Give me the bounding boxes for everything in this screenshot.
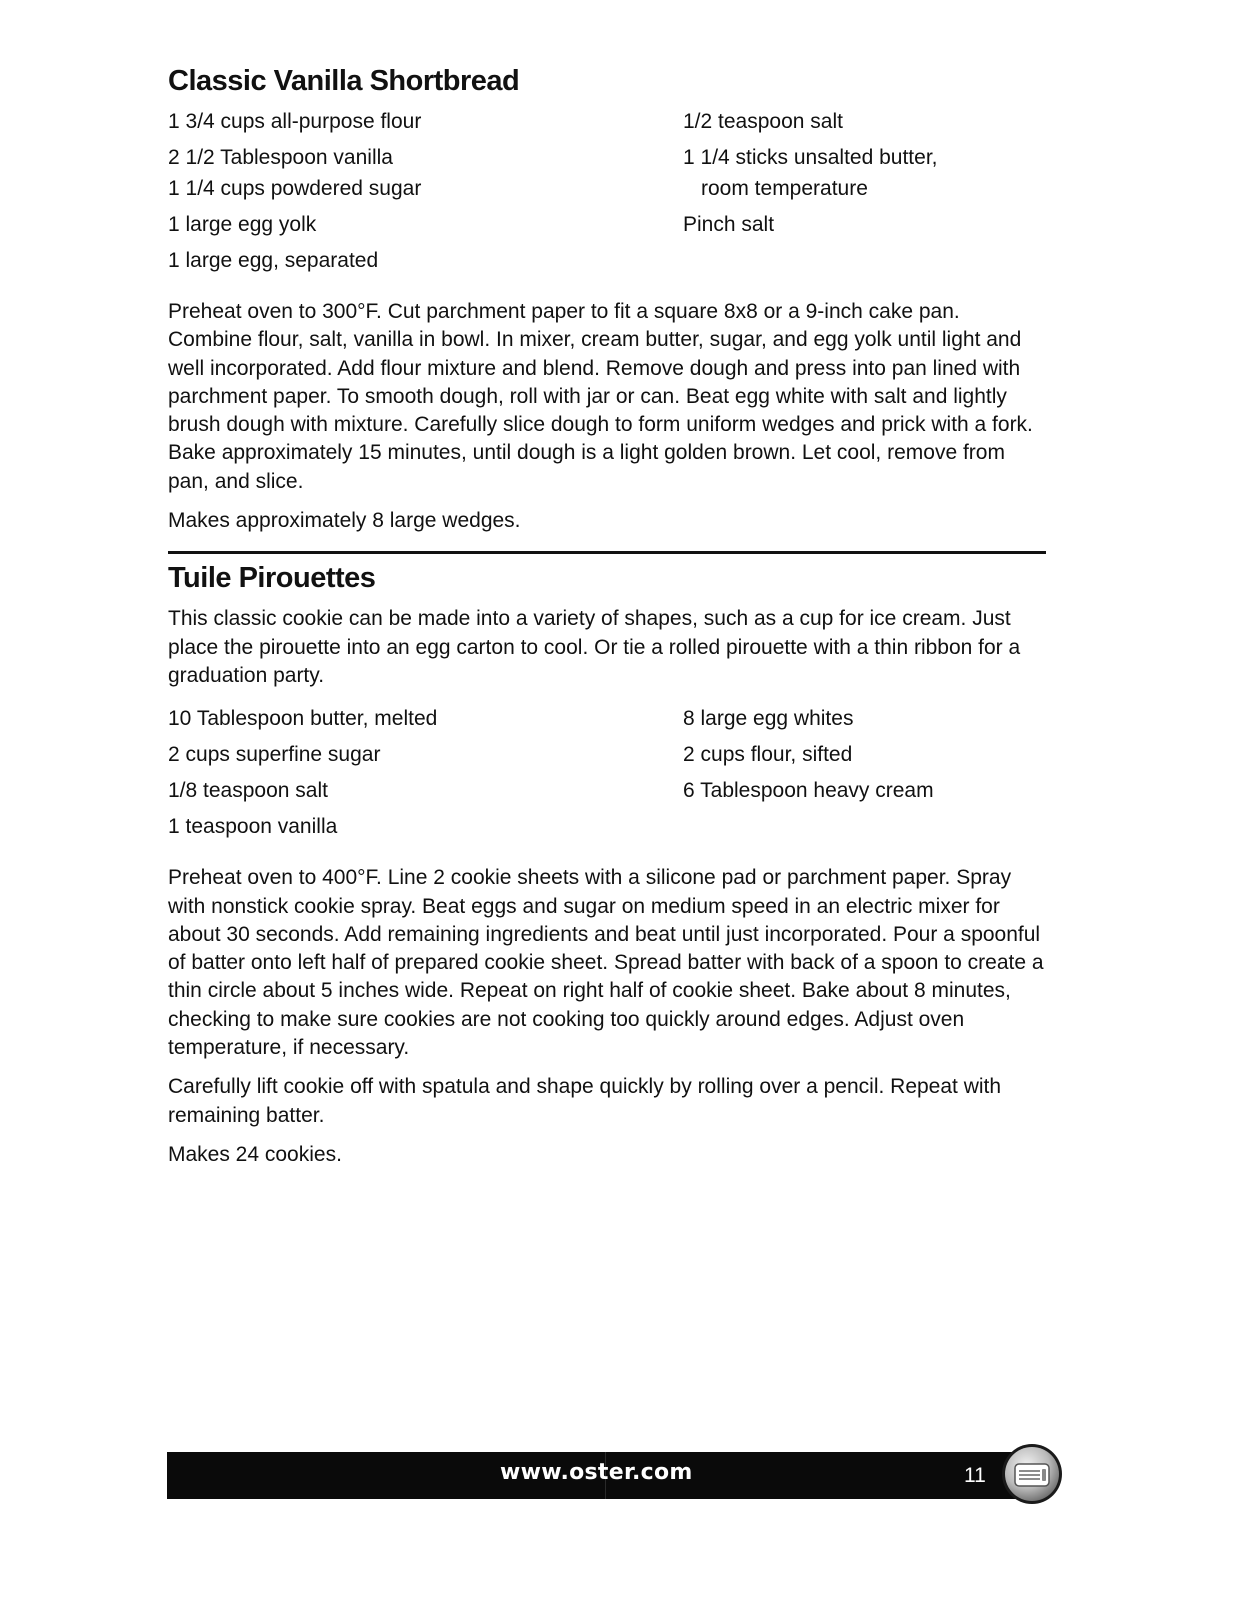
ingredient-item: 2 cups flour, sifted [683,743,853,767]
recipe-tuile-pirouettes [168,559,1046,1169]
ingredient-item: 6 Tablespoon heavy cream [683,779,934,803]
ingredient-item: 2 1/2 Tablespoon vanilla [168,146,393,169]
page-number: 11 [964,1464,986,1487]
recipe-method: Preheat oven to 400°F. Line 2 cookie sheets with a silicone pad or parchment paper. Spray with nonstick cookie spray. Beat eggs and sugar on medium speed in an electric mixer for about 30 seconds. Add remaining ingredients and beat until just incorporated. Pour a spoonful of batter onto left half of prepared cookie sheet. Spread batter with back of a spoon to create a thin circle about 5 inches wide. Repeat on right half of cookie sheet. Bake about 8 minutes, checking to make sure cookies are not cooking too quickly around edges. Adjust oven temperature, if necessary. [168,866,1044,1060]
ingredient-item: 10 Tablespoon butter, melted [168,707,438,731]
ingredient-list [168,703,1046,847]
ingredient-column-left [168,703,683,847]
website-link[interactable]: www.oster.com [500,1460,693,1485]
ingredient-item: 1 large egg, separated [168,249,379,272]
ingredient-list [168,106,1046,281]
recipe-title: Classic Vanilla Shortbread [168,65,520,97]
ingredient-line-continued: room temperature [701,177,868,200]
ingredient-line: 1 1/4 sticks unsalted butter, [683,146,938,169]
recipe-yield: Makes approximately 8 large wedges. [168,509,521,533]
ingredient-item-butter [683,142,1046,204]
ingredient-item: 1/8 teaspoon salt [168,779,328,803]
ingredient-item: 1 3/4 cups all-purpose flour [168,110,422,133]
recipe-finish: Carefully lift cookie off with spatula and shape quickly by rolling over a pencil. Repeat with remaining batter. [168,1075,1002,1127]
ingredient-item: 8 large egg whites [683,707,854,731]
toaster-icon [1000,1442,1064,1506]
ingredient-column-right [683,703,1046,847]
recipe-classic-vanilla-shortbread [168,62,1046,535]
recipe-intro: This classic cookie can be made into a variety of shapes, such as a cup for ice cream. Just place the pirouette into an egg carton to cool. Or tie a rolled pirouette with a thin ribbon for a graduation party. [168,607,1021,687]
ingredient-item: 1 1/4 cups powdered sugar [168,177,422,200]
page-content [168,62,1046,1169]
ingredient-item: Pinch salt [683,213,775,236]
recipe-title: Tuile Pirouettes [168,562,376,595]
ingredient-column-right [683,106,1046,281]
recipe-yield: Makes 24 cookies. [168,1142,342,1166]
ingredient-item: 1 large egg yolk [168,213,317,236]
ingredient-item: 1/2 teaspoon salt [683,110,843,133]
ingredient-item: 2 cups superfine sugar [168,743,381,767]
ingredient-column-left [168,106,683,281]
recipe-method: Preheat oven to 300°F. Cut parchment paper to fit a square 8x8 or a 9-inch cake pan. Combine flour, salt, vanilla in bowl. In mixer, cream butter, sugar, and egg yolk until light and well incorporated. Add flour mixture and blend. Remove dough and press into pan lined with parchment paper. To smooth dough, roll with jar or can. Beat egg white with salt and lightly brush dough with mixture. Carefully slice dough to form uniform wedges and prick with a fork. Bake approximately 15 minutes, until dough is a light golden brown. Let cool, remove from pan, and slice. [168,300,1033,493]
ingredient-item: 1 teaspoon vanilla [168,815,338,839]
section-divider [168,551,1046,554]
